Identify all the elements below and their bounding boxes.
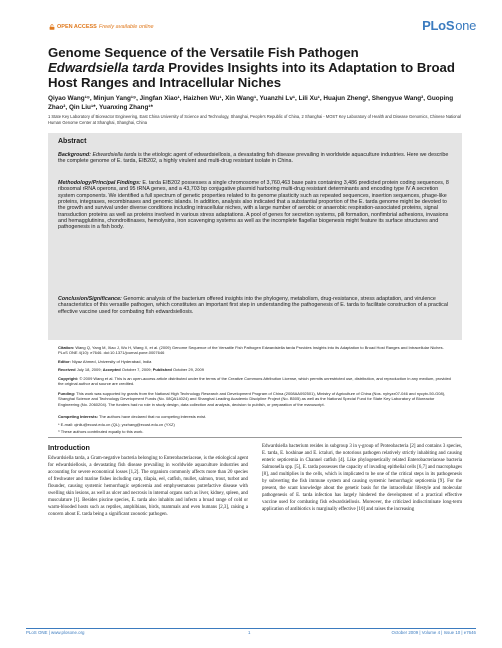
abstract-background bbox=[58, 152, 454, 165]
competing-label: Competing Interests: bbox=[58, 414, 99, 419]
open-access-badge bbox=[49, 24, 154, 30]
editor-label: Editor: bbox=[58, 359, 71, 364]
received-text: July 18, 2009; bbox=[75, 367, 103, 372]
equal-contribution-note: ⁹ These authors contributed equally to this work. bbox=[58, 429, 144, 434]
abstract-conclusion bbox=[58, 296, 454, 315]
body-column-left: Edwardsiella tarda, a Gram-negative bacteria belonging to Enterobacteriaceae, is the etiological agent for edwardsiellosis, a devastating fish disease prevailing in worldwide aquaculture industries and accounting for severe economical losses [1,2]. The organism commonly affects more than 20 species of freshwater and marine fishes including carp, tilapia, eel, catfish, mullet, salmon, trout, turbot and flounder, causing systemic hemorrhagic septicemia and emphysematous putrefactive disease with swelling skin lesions, as well as ulcer and necrosis in internal organs such as liver, kidney, spleen, and musculature [1]. Besides piscine species, E. tarda also inhabits and infects a broad range of cold or warm-blooded hosts such as reptiles, amphibians, birds, mammals and even humans [2,3], raising a concern about E. tarda being a significant zoonotic pathogen. bbox=[48, 456, 248, 518]
footer-rule bbox=[26, 628, 476, 629]
competing-interests bbox=[58, 414, 454, 419]
affiliations: 1 State Key Laboratory of Bioreactor Engineering, East China University of Science and Technology, Shanghai, People's Republic of China, 2 Shanghai - MOST Key Laboratory of Health and Disease Genomics, Chinese National Human Genome Center at Shanghai, Shanghai, China bbox=[48, 114, 461, 125]
editor-text: Niyaz Ahmed, University of Hyderabad, India bbox=[70, 359, 152, 364]
citation bbox=[58, 345, 454, 356]
background-label: Background: bbox=[58, 152, 91, 158]
title-part1: Genome Sequence of the Versatile Fish Pathogen bbox=[48, 45, 359, 60]
journal-logo-plos: PLoS bbox=[422, 18, 455, 33]
title-italic: Edwardsiella tarda bbox=[48, 60, 165, 75]
body-column-right: Edwardsiella bacterium resides in subgroup 3 in γ-group of Proteobacteria [2] and contains 3 species, E. tarda, E. hoshinae and E. ictaluri, the notorious pathogen relatively strictly inhabiting and causing enteric septicemia in Channel catfish [4]. Like phylogenetically related Enterobacteriaceae bacteria Salmonella spp. [5], E. tarda possesses the capacity of invading epithelial cells [6,7] and macrophages [8], and multiplies in the cells, which is implicated to be one of the critical steps in its pathogenesis by subverting the fish immune system and causing systemic hemorrhagic septicemia [9]. For the present, the scant knowledge about the genetic basis for the intracellular lifestyle and molecular pathogenesis of E. tarda infection has largely hindered the development of a practical effective vaccine used for combating fish edwardsiellosis. Moreover, the criticized indiscriminate long-term application of antibiotics is marginally effective [10] and raises the increasing bbox=[262, 444, 462, 513]
open-access-subtitle: Freely available online bbox=[98, 24, 154, 30]
author-list: Qiyao Wang¹⁹, Minjun Yang¹⁹, Jingfan Xiao¹, Haizhen Wu¹, Xin Wang¹, Yuanzhi Lv¹, Lili Xu¹, Huajun Zheng², Shengyue Wang², Guoping Zhao², Qin Liu¹*, Yuanxing Zhang¹* bbox=[48, 95, 454, 111]
open-access-lock-icon bbox=[49, 24, 55, 30]
copyright-text: © 2009 Wang et al. This is an open-access article distributed under the terms of the Creative Commons Attribution License, which permits unrestricted use, distribution, and reproduction in any medium, provided the original author and source are credited. bbox=[58, 376, 451, 387]
footer-page-number: 1 bbox=[248, 630, 251, 635]
article-title bbox=[48, 45, 468, 90]
conclusion-text: Genomic analysis of the bacterium offered insights into the phylogeny, metabolism, drug-resistance, stress adaptation, and virulence characteristics of this versatile pathogen, which constitutes an important first step in understanding the pathogenesis of E. tarda to facilitate construction of a practical effective vaccine used for combating fish edwardsiellosis. bbox=[58, 296, 449, 315]
citation-label: Citation: bbox=[58, 345, 75, 350]
abstract-methods bbox=[58, 180, 454, 231]
competing-text: The authors have declared that no competing interests exist. bbox=[98, 414, 207, 419]
footer-journal[interactable]: PLoS ONE | www.plosone.org bbox=[26, 630, 85, 635]
published-text: October 29, 2009 bbox=[171, 367, 204, 372]
funding bbox=[58, 391, 454, 407]
background-text: is the etiologic agent of edwardsiellosis, a devastating fish disease prevailing in worldwide aquaculture industries. Here we describe the complete genome of E. tarda, EIB202, a highly virulent and multi-drug resistant isolate in China. bbox=[58, 152, 449, 165]
dates bbox=[58, 367, 454, 372]
journal-logo-one: one bbox=[455, 18, 476, 33]
received-label: Received bbox=[58, 367, 76, 372]
accepted-label: Accepted bbox=[102, 367, 121, 372]
background-species: Edwardsiella tarda bbox=[92, 152, 137, 158]
copyright bbox=[58, 376, 454, 387]
footer-issue: October 2009 | Volume 4 | Issue 10 | e7646 bbox=[391, 630, 476, 635]
introduction-heading: Introduction bbox=[48, 443, 90, 452]
accepted-text: October 7, 2009; bbox=[120, 367, 153, 372]
funding-label: Funding: bbox=[58, 391, 76, 396]
citation-text: Wang Q, Yang M, Xiao J, Wu H, Wang X, et al. (2009) Genome Sequence of the Versatile Fish Pathogen Edwardsiella tarda Provides Insights into its Adaptation to Broad Host Ranges and Intracellular Niches. PLoS ONE 4(10): e7646. doi:10.1371/journal.pone.0007646 bbox=[58, 345, 444, 356]
methods-text: E. tarda EIB202 possesses a single chromosome of 3,760,463 base pairs containing 3,486 predicted protein coding sequences, 8 ribosomal rRNA operons, and 95 tRNA genes, and a 43,703 bp conjugative plasmid harboring multi-drug resistant determinants and encoding type IV A secretion system components. We identified a full spectrum of genetic properties related to its genome plasticity such as repeated sequences, insertion sequences, phage-like proteins, integrases, recombinases and genomic islands. In addition, analysis also indicated that a substantial proportion of the E. tarda genome might be devoted to the growth and survival under diverse conditions including intracellular niches, with a large number of aerobic or anaerobic respiration-associated proteins, signal transduction proteins as well as proteins involved in various stress adaptations. A pool of genes for secretion systems, pili formation, nonfimbrial adhesions, invasions and hemagglutinins, chondroitinases, hemolysins, iron scavenging systems as well as the incomplete flagellar biogenesis might feature its surface structures and pathogenesis in a fish body. bbox=[58, 180, 449, 231]
funding-text: This work was supported by grants from the National High Technology Research and Development Program of China (2008AA092501), Ministry of Agriculture of China (Nos. nyhyzx07-046 and nycytx-50-G08), Shanghai Science and Technology Development Funds (No. 08QA14024) and Shanghai Leading Academic Discipline Project (No. B505) as well as the National Special Fund for State Key Laboratory of Bioreactor Engineering (No. 2060204). The funders had no role in study design, data collection and analysis, decision to publish, or preparation of the manuscript. bbox=[58, 391, 446, 407]
editor bbox=[58, 359, 454, 364]
methods-label: Methodology/Principal Findings: bbox=[58, 180, 141, 186]
correspondence-email: * E-mail: qinliu@ecust.edu.cn (QL); yxzhang@ecust.edu.cn (YXZ) bbox=[58, 422, 175, 427]
section-divider bbox=[48, 437, 462, 438]
open-access-label: OPEN ACCESS bbox=[57, 24, 97, 30]
journal-logo bbox=[422, 18, 476, 33]
abstract-heading: Abstract bbox=[58, 138, 87, 145]
title-part2: Provides Insights into its Adaptation to Broad Host Ranges and Intracellular Niches bbox=[48, 60, 455, 90]
published-label: Published bbox=[152, 367, 172, 372]
conclusion-label: Conclusion/Significance: bbox=[58, 296, 122, 302]
copyright-label: Copyright: bbox=[58, 376, 79, 381]
